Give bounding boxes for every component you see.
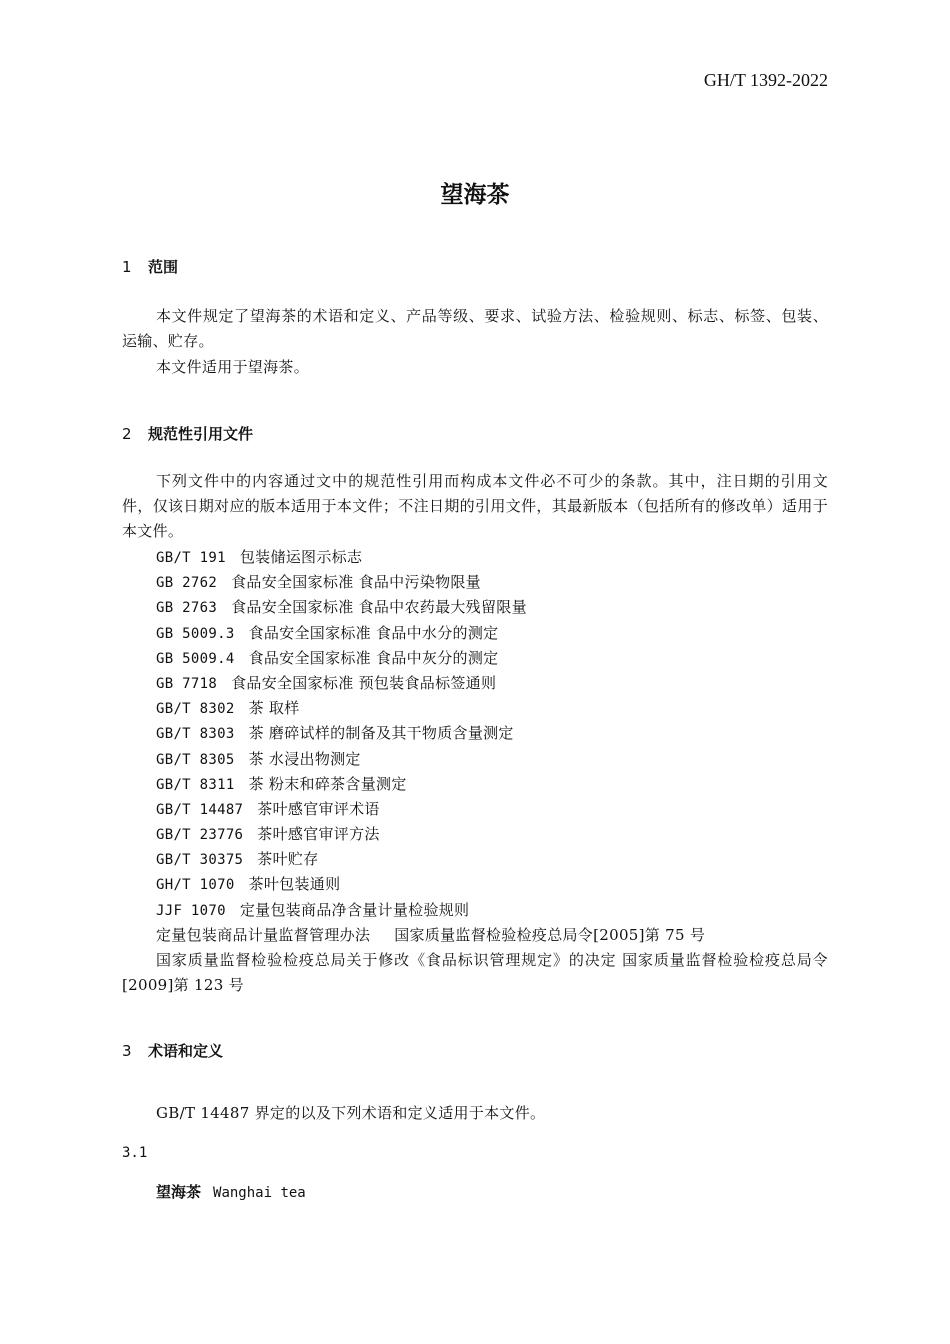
reference-item [156, 772, 705, 797]
reference-item [156, 646, 705, 671]
reference-item [156, 696, 705, 721]
reference-title: 茶叶感官审评术语 [257, 799, 380, 818]
scope-applicability: 本文件适用于望海茶。 [156, 358, 310, 376]
reference-title: 茶 水浸出物测定 [248, 749, 361, 768]
reference-code: GB/T 30375 [156, 852, 244, 869]
term-entry [156, 1181, 306, 1202]
reference-title: 茶叶包装通则 [248, 875, 341, 894]
reference-code: GH/T 1070 [156, 877, 235, 894]
reference-item [156, 545, 705, 570]
section-2-heading [122, 423, 253, 444]
section-3-heading [122, 1040, 223, 1061]
reference-code: GB/T 23776 [156, 827, 244, 844]
standard-code: GH/T 1392-2022 [703, 70, 828, 90]
reference-item [156, 822, 705, 847]
reference-title: 食品安全国家标准 食品中水分的测定 [248, 623, 499, 642]
section-number: 1 [122, 258, 132, 276]
reference-code: GB 5009.4 [156, 650, 235, 667]
reference-item [156, 671, 705, 696]
reference-code: GB/T 8305 [156, 751, 235, 768]
scope-paragraph: 本文件规定了望海茶的术语和定义、产品等级、要求、试验方法、检验规则、标志、标签、包装、运输、贮存。 [122, 307, 828, 350]
references-intro: 下列文件中的内容通过文中的规范性引用而构成本文件必不可少的条款。其中，注日期的引用文件，仅该日期对应的版本适用于本文件；不注日期的引用文件，其最新版本（包括所有的修改单）适用于本文件。 [122, 472, 828, 540]
reference-code: GB/T 191 [156, 550, 226, 566]
reference-title: 茶叶贮存 [257, 850, 319, 869]
terms-intro: GB/T 14487 界定的以及下列术语和定义适用于本文件。 [156, 1104, 546, 1122]
reference-item [156, 721, 705, 746]
clause-number: 3.1 [122, 1145, 148, 1161]
reference-item [156, 621, 705, 646]
reference-code: GB 5009.3 [156, 625, 235, 642]
section-title: 范围 [148, 258, 179, 276]
reference-title: 食品安全国家标准 食品中污染物限量 [231, 573, 481, 592]
reference-code: GB 2763 [156, 600, 218, 617]
document-title: 望海茶 [440, 182, 510, 208]
reference-item [156, 923, 705, 948]
reference-code: GB/T 8311 [156, 776, 235, 793]
reference-code: GB/T 14487 [156, 801, 244, 818]
reference-title: 茶 取样 [248, 699, 300, 718]
reference-title: 茶 粉末和碎茶含量测定 [248, 774, 407, 793]
reference-item [156, 797, 705, 822]
reference-item [156, 847, 705, 872]
term-chinese: 望海茶 [156, 1183, 202, 1201]
reference-item [156, 570, 705, 595]
reference-title: 包装储运图示标志 [239, 548, 363, 566]
reference-item [156, 872, 705, 897]
reference-long-item: 国家质量监督检验检疫总局关于修改《食品标识管理规定》的决定 国家质量监督检验检疫总局令[2009]第 123 号 [122, 951, 828, 994]
reference-title: 定量包装商品净含量计量检验规则 [239, 900, 470, 919]
reference-code: GB 2762 [156, 575, 218, 592]
section-1-heading [122, 256, 178, 277]
section-number: 2 [122, 425, 132, 443]
reference-title: 食品安全国家标准 食品中灰分的测定 [248, 648, 499, 667]
reference-title: 食品安全国家标准 预包装食品标签通则 [231, 673, 497, 692]
reference-code: JJF 1070 [156, 902, 226, 919]
reference-list [156, 545, 705, 948]
reference-title: 国家质量监督检验检疫总局令[2005]第 75 号 [394, 925, 706, 944]
section-title: 规范性引用文件 [148, 425, 254, 443]
reference-code: GB/T 8302 [156, 701, 235, 718]
reference-item [156, 595, 705, 620]
reference-title: 茶叶感官审评方法 [257, 825, 380, 844]
reference-code: GB 7718 [156, 675, 218, 692]
reference-code: GB/T 8303 [156, 726, 235, 743]
section-title: 术语和定义 [148, 1042, 224, 1060]
reference-code: 定量包装商品计量监督管理办法 [156, 925, 371, 944]
reference-title: 食品安全国家标准 食品中农药最大残留限量 [231, 598, 527, 617]
reference-title: 茶 磨碎试样的制备及其干物质含量测定 [248, 724, 514, 743]
reference-item [156, 747, 705, 772]
section-number: 3 [122, 1042, 132, 1060]
term-english: Wanghai tea [213, 1185, 306, 1201]
reference-item [156, 898, 705, 923]
